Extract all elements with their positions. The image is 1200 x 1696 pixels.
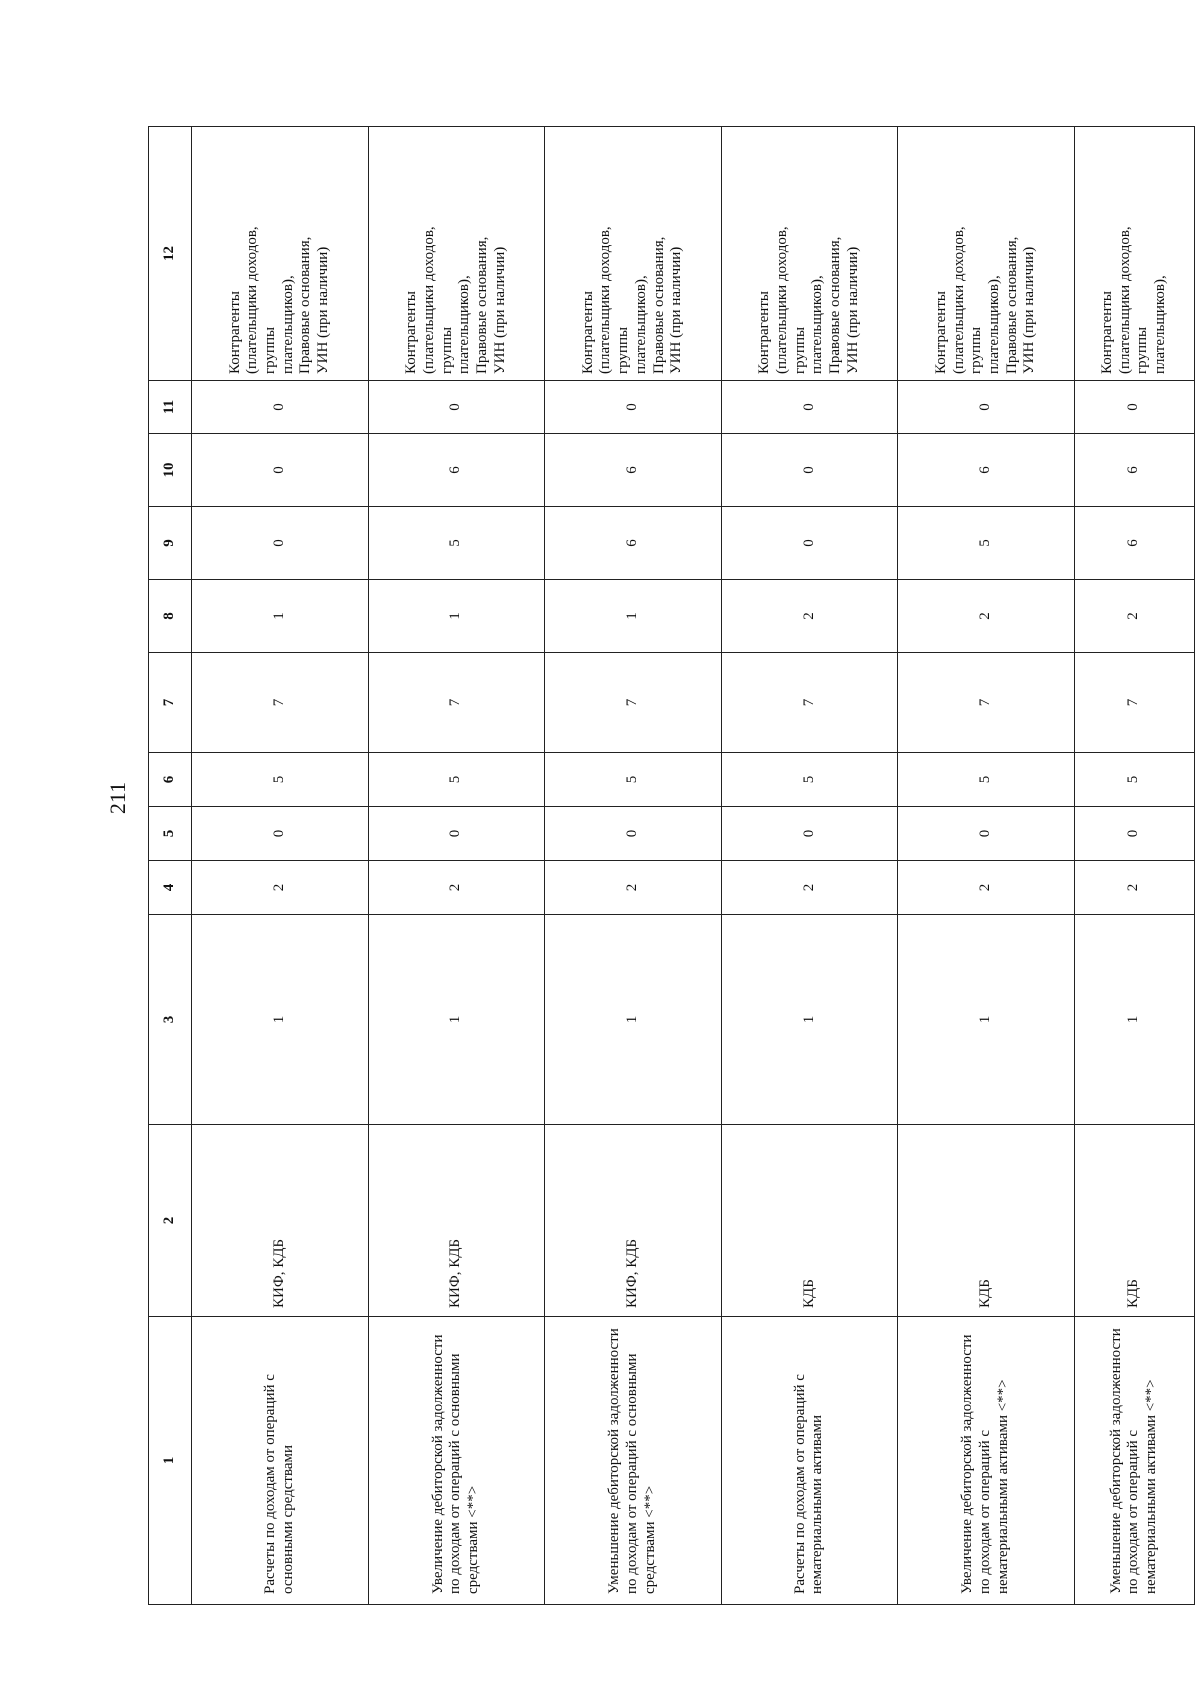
cell-col8: 2 (721, 580, 898, 653)
cell-col10: 6 (898, 434, 1075, 507)
cell-col4: 2 (1074, 861, 1194, 915)
cell-col6: 5 (545, 753, 722, 807)
cell-col7: 7 (898, 653, 1075, 753)
page-number: 211 (105, 781, 130, 815)
row-analytics: Контрагенты (плательщики доходов, группы плательщиков), Правовые основания, УИН (при наличии) (192, 127, 369, 381)
row-classification: КДБ (898, 1125, 1075, 1317)
cell-col11: 0 (368, 381, 545, 434)
cell-col6: 5 (721, 753, 898, 807)
cell-col4: 2 (898, 861, 1075, 915)
cell-col7: 7 (1074, 653, 1194, 753)
cell-col9: 6 (545, 507, 722, 580)
row-description: Уменьшение дебиторской задолженности по доходам от операций с основными средствами <**> (545, 1317, 722, 1605)
column-header: 5 (149, 807, 192, 861)
row-classification: КИФ, КДБ (368, 1125, 545, 1317)
cell-col6: 5 (192, 753, 369, 807)
cell-col5: 0 (898, 807, 1075, 861)
cell-col3: 1 (192, 915, 369, 1125)
row-analytics: Контрагенты (плательщики доходов, группы плательщиков), Правовые основания, УИН (при наличии) (368, 127, 545, 381)
cell-col10: 0 (721, 434, 898, 507)
table-row (1074, 127, 1194, 1605)
cell-col3: 1 (545, 915, 722, 1125)
cell-col5: 0 (545, 807, 722, 861)
row-classification: КДБ (721, 1125, 898, 1317)
cell-col8: 1 (368, 580, 545, 653)
column-header: 7 (149, 653, 192, 753)
cell-col11: 0 (192, 381, 369, 434)
row-description: Уменьшение дебиторской задолженности по доходам от операций с нематериальными активами <**> (1074, 1317, 1194, 1605)
cell-col11: 0 (721, 381, 898, 434)
cell-col7: 7 (368, 653, 545, 753)
cell-col8: 1 (192, 580, 369, 653)
cell-col4: 2 (192, 861, 369, 915)
row-description: Расчеты по доходам от операций с основными средствами (192, 1317, 369, 1605)
cell-col8: 2 (898, 580, 1075, 653)
header-row (149, 127, 192, 1605)
cell-col3: 1 (898, 915, 1075, 1125)
column-header: 4 (149, 861, 192, 915)
cell-col5: 0 (1074, 807, 1194, 861)
row-classification: КДБ (1074, 1125, 1194, 1317)
column-header: 8 (149, 580, 192, 653)
cell-col6: 5 (1074, 753, 1194, 807)
table-row (192, 127, 369, 1605)
table-row (368, 127, 545, 1605)
cell-col9: 0 (721, 507, 898, 580)
cell-col10: 6 (1074, 434, 1194, 507)
column-header: 9 (149, 507, 192, 580)
cell-col7: 7 (192, 653, 369, 753)
column-header: 6 (149, 753, 192, 807)
row-classification: КИФ, КДБ (545, 1125, 722, 1317)
cell-col4: 2 (368, 861, 545, 915)
cell-col3: 1 (721, 915, 898, 1125)
cell-col10: 0 (192, 434, 369, 507)
row-description: Расчеты по доходам от операций с нематериальными активами (721, 1317, 898, 1605)
row-classification: КИФ, КДБ (192, 1125, 369, 1317)
data-table (148, 126, 1195, 1605)
table-row (898, 127, 1075, 1605)
cell-col5: 0 (192, 807, 369, 861)
cell-col5: 0 (721, 807, 898, 861)
table-row (545, 127, 722, 1605)
cell-col9: 5 (898, 507, 1075, 580)
cell-col9: 0 (192, 507, 369, 580)
cell-col10: 6 (368, 434, 545, 507)
column-header: 12 (149, 127, 192, 381)
row-description: Увеличение дебиторской задолженности по доходам от операций с основными средствами <**> (368, 1317, 545, 1605)
column-header: 2 (149, 1125, 192, 1317)
rotated-table-container (148, 127, 1195, 1605)
cell-col8: 2 (1074, 580, 1194, 653)
column-header: 3 (149, 915, 192, 1125)
row-analytics: Контрагенты (плательщики доходов, группы плательщиков), Правовые основания, УИН (при наличии) (545, 127, 722, 381)
cell-col9: 5 (368, 507, 545, 580)
row-analytics: Контрагенты (плательщики доходов, группы плательщиков), (1074, 127, 1194, 381)
cell-col11: 0 (898, 381, 1075, 434)
row-analytics: Контрагенты (плательщики доходов, группы плательщиков), Правовые основания, УИН (при наличии) (721, 127, 898, 381)
cell-col11: 0 (545, 381, 722, 434)
table-row (721, 127, 898, 1605)
column-header: 11 (149, 381, 192, 434)
column-header: 1 (149, 1317, 192, 1605)
cell-col3: 1 (368, 915, 545, 1125)
cell-col3: 1 (1074, 915, 1194, 1125)
cell-col6: 5 (368, 753, 545, 807)
cell-col5: 0 (368, 807, 545, 861)
cell-col8: 1 (545, 580, 722, 653)
cell-col4: 2 (545, 861, 722, 915)
cell-col9: 6 (1074, 507, 1194, 580)
column-header: 10 (149, 434, 192, 507)
cell-col10: 6 (545, 434, 722, 507)
cell-col11: 0 (1074, 381, 1194, 434)
cell-col7: 7 (721, 653, 898, 753)
cell-col4: 2 (721, 861, 898, 915)
row-description: Увеличение дебиторской задолженности по доходам от операций с нематериальными активами <**> (898, 1317, 1075, 1605)
cell-col6: 5 (898, 753, 1075, 807)
row-analytics: Контрагенты (плательщики доходов, группы плательщиков), Правовые основания, УИН (при наличии) (898, 127, 1075, 381)
cell-col7: 7 (545, 653, 722, 753)
